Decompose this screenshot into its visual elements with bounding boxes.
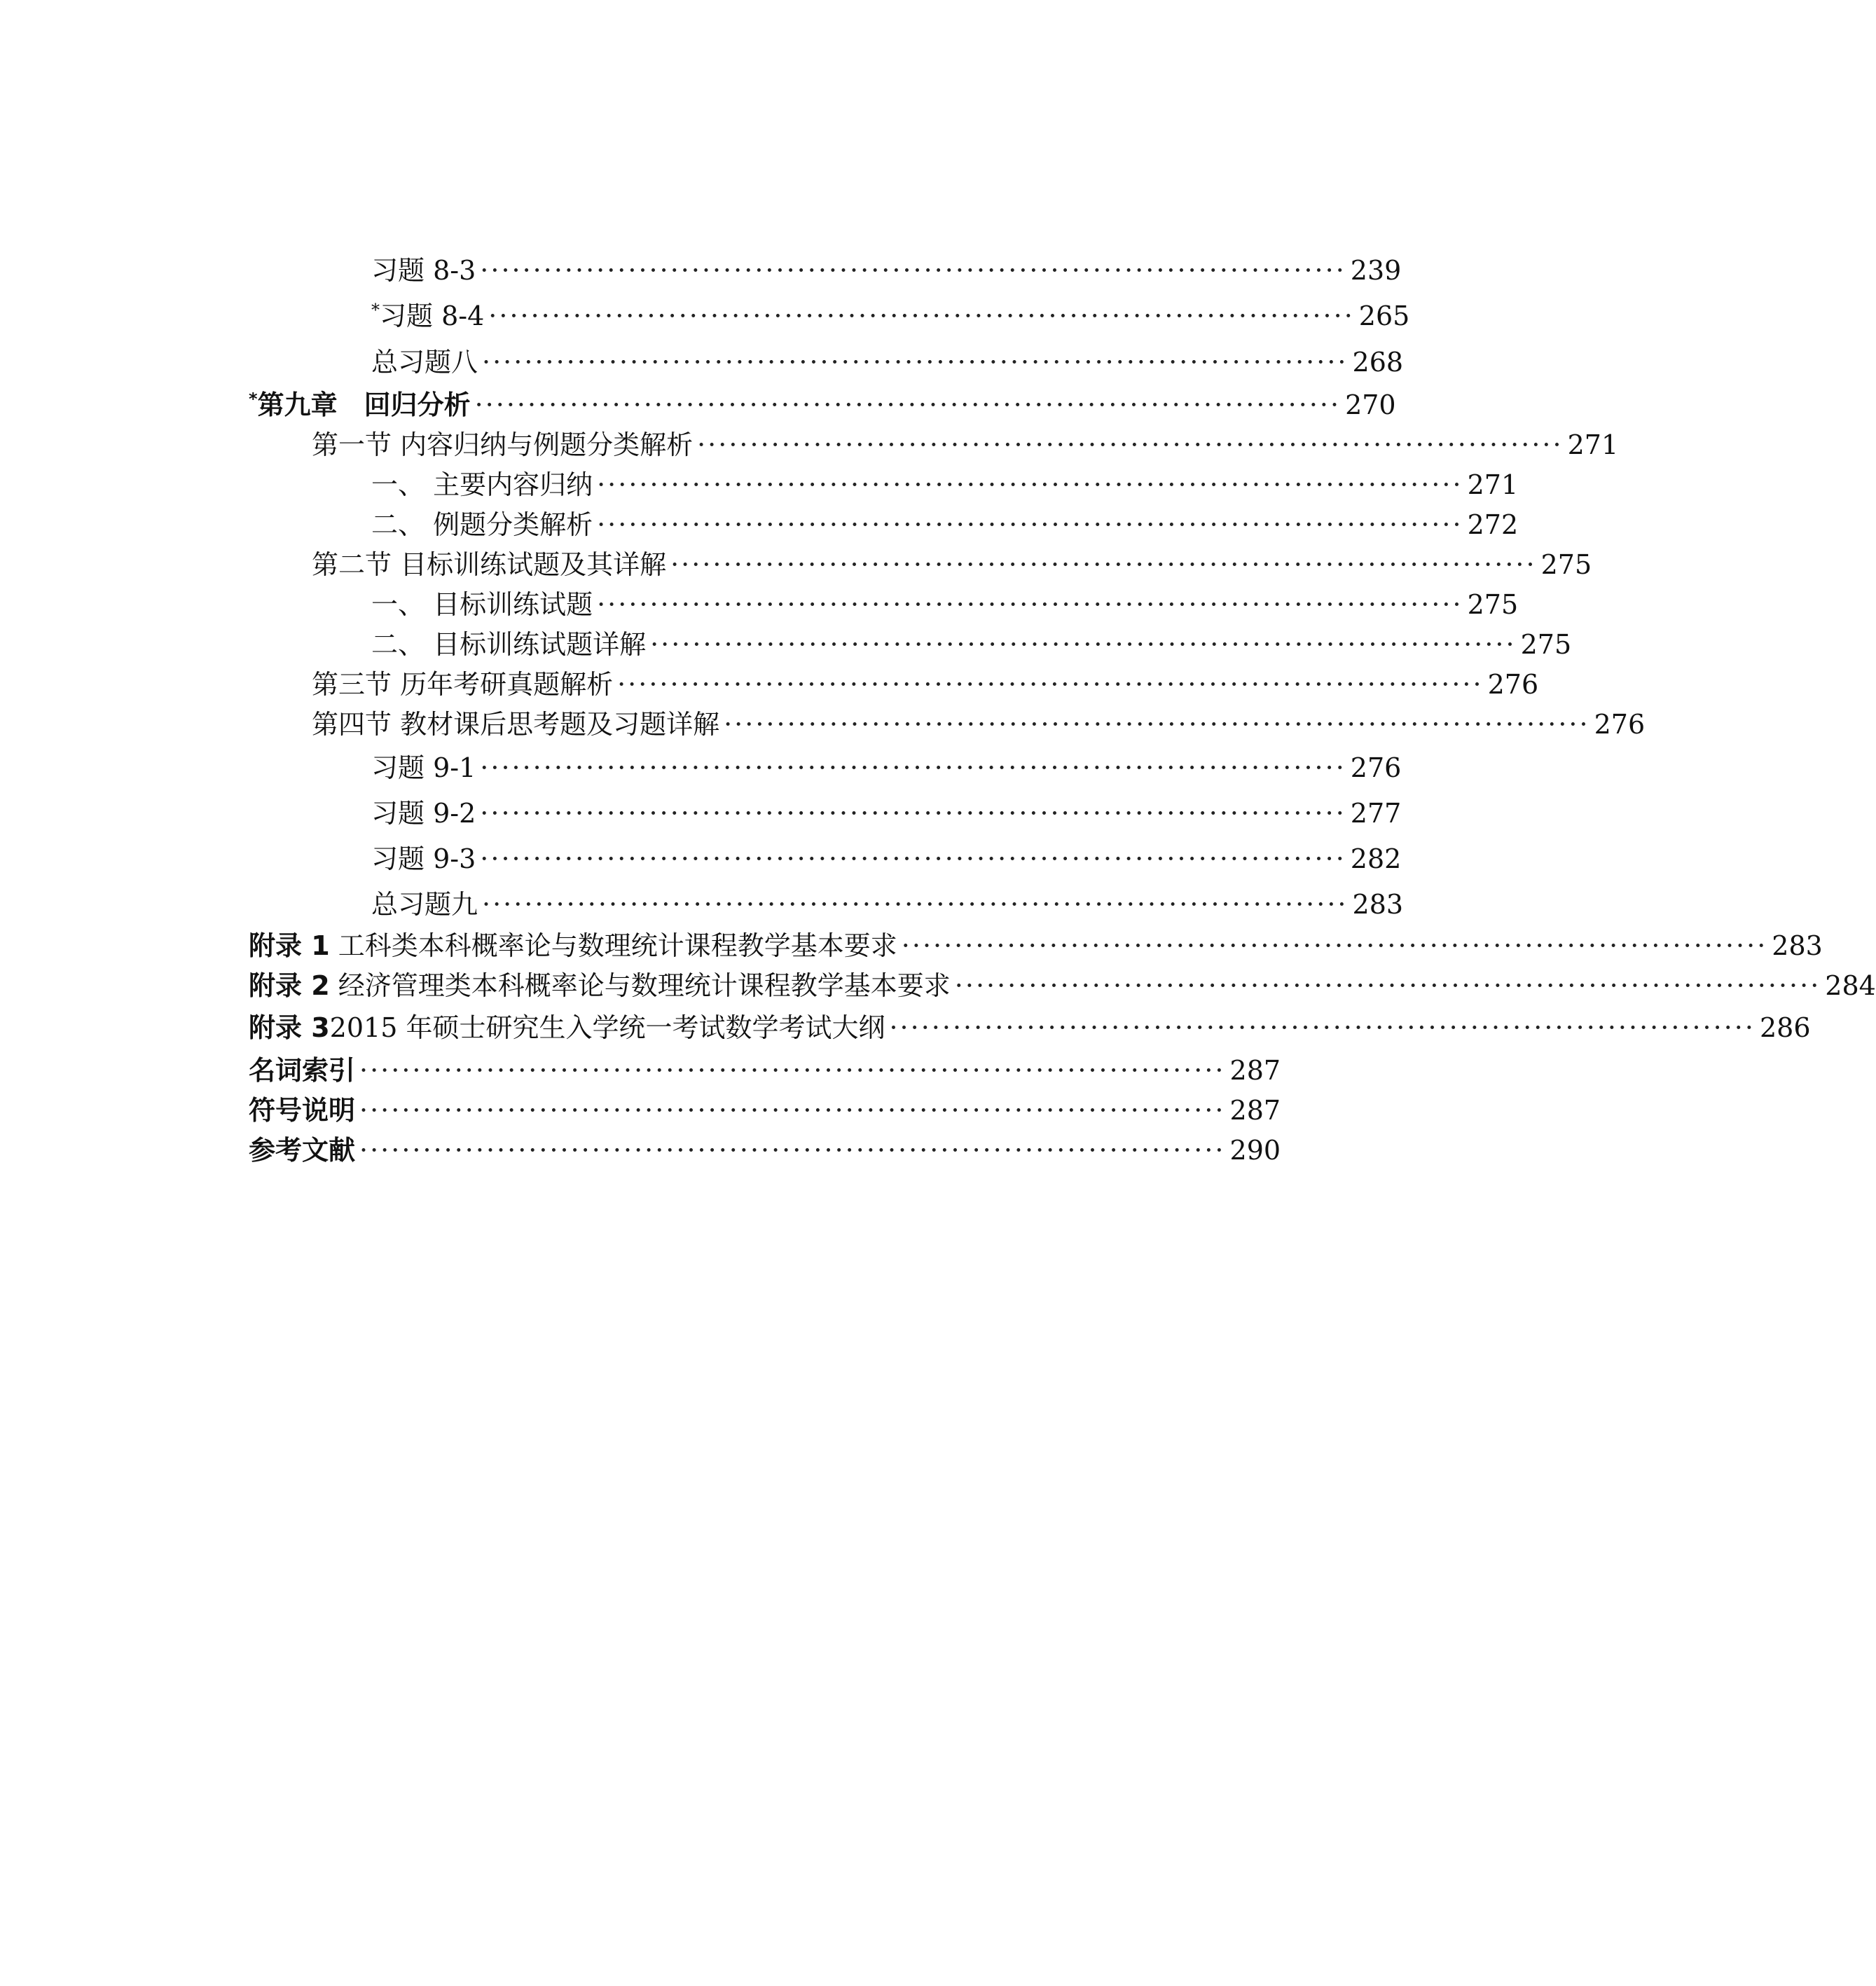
toc-entry-exercise-8-4[interactable] [371, 296, 1410, 336]
toc-entry-label: 习题 9-1 [371, 752, 476, 783]
toc-entry-label: 二、 例题分类解析 [371, 509, 593, 540]
toc-entry-label [249, 1008, 885, 1047]
dot-leader: ·················································································· [482, 889, 1349, 920]
toc-entry-page: 276 [1487, 669, 1539, 700]
toc-entry-appendix-3[interactable] [249, 1008, 1811, 1047]
toc-entry-training-solutions[interactable] [371, 625, 1572, 664]
toc-entry-appendix-1[interactable] [249, 926, 1823, 965]
toc-entry-page: 275 [1520, 629, 1572, 660]
toc-entry-section-1[interactable] [312, 425, 1619, 464]
dot-leader: ·················································································· [474, 389, 1342, 420]
toc-entry-label: 总习题八 [371, 347, 478, 378]
toc-entry-label: 习题 9-3 [371, 843, 476, 874]
dot-leader: ·················································································· [359, 1135, 1226, 1166]
toc-entry-page: 277 [1350, 798, 1402, 829]
dot-leader: ·················································································· [697, 429, 1564, 460]
toc-entry-label: 习题 9-2 [371, 798, 476, 829]
toc-entry-page: 271 [1567, 429, 1619, 460]
dot-leader: ·················································································· [597, 509, 1463, 540]
toc-entry-page: 287 [1229, 1095, 1281, 1126]
toc-entry-page: 265 [1358, 301, 1410, 331]
toc-entry-label: *习题 8-4 [371, 300, 485, 331]
toc-entry-page: 276 [1594, 709, 1646, 740]
appendix-title: 2015 年硕士研究生入学统一考试数学考试大纲 [329, 1012, 885, 1043]
toc-entry-label: 总习题九 [371, 889, 478, 920]
toc-entry-glossary-index[interactable] [249, 1051, 1281, 1090]
dot-leader: ·················································································· [650, 629, 1517, 660]
dot-leader: ·················································································· [359, 1095, 1226, 1126]
toc-entry-page: 271 [1467, 469, 1519, 500]
toc-entry-exercise-8-3[interactable] [371, 251, 1402, 290]
asterisk-marker: * [249, 389, 258, 409]
toc-entry-exercise-9-1[interactable] [371, 748, 1402, 787]
dot-leader: ·················································································· [359, 1055, 1226, 1086]
toc-entry-chapter-9[interactable] [249, 385, 1396, 425]
toc-entry-label [249, 926, 897, 965]
toc-entry-label: 一、 目标训练试题 [371, 589, 593, 620]
toc-entry-exercise-9-2[interactable] [371, 794, 1402, 833]
toc-entry-training-questions[interactable] [371, 585, 1519, 624]
appendix-title: 工科类本科概率论与数理统计课程教学基本要求 [338, 930, 897, 961]
dot-leader: ·················································································· [617, 669, 1484, 700]
dot-leader: ·················································································· [889, 1012, 1756, 1043]
toc-entry-page: 282 [1350, 843, 1402, 874]
dot-leader: ·················································································· [480, 843, 1346, 874]
dot-leader: ·················································································· [480, 255, 1346, 286]
toc-entry-section-2[interactable] [312, 545, 1592, 584]
toc-entry-section-3[interactable] [312, 665, 1539, 704]
toc-entry-label [249, 966, 951, 1005]
toc-entry-page: 275 [1467, 589, 1519, 620]
asterisk-marker: * [371, 300, 380, 320]
toc-entry-label: 第三节 历年考研真题解析 [312, 669, 614, 700]
dot-leader: ·················································································· [724, 709, 1590, 740]
toc-entry-page: 283 [1772, 930, 1823, 961]
toc-entry-label: 参考文献 [249, 1135, 356, 1166]
toc-entry-page: 287 [1229, 1055, 1281, 1086]
toc-entry-label: 二、 目标训练试题详解 [371, 629, 647, 660]
toc-entry-page: 284 [1825, 970, 1876, 1001]
dot-leader: ·················································································· [670, 549, 1537, 580]
dot-leader: ·················································································· [597, 469, 1463, 500]
toc-entry-label: 第四节 教材课后思考题及习题详解 [312, 709, 720, 740]
toc-entry-label: 名词索引 [249, 1055, 356, 1086]
toc-entry-label: 一、 主要内容归纳 [371, 469, 593, 500]
toc-entry-page: 286 [1759, 1012, 1811, 1043]
toc-entry-label: 第一节 内容归纳与例题分类解析 [312, 429, 694, 460]
toc-entry-main-content[interactable] [371, 465, 1519, 504]
toc-entry-symbol-notes[interactable] [249, 1091, 1281, 1130]
dot-leader: ·················································································· [901, 930, 1768, 961]
dot-leader: ·················································································· [480, 798, 1346, 829]
toc-entry-label: 第二节 目标训练试题及其详解 [312, 549, 667, 580]
toc-entry-page: 239 [1350, 255, 1402, 286]
toc-entry-page: 290 [1229, 1135, 1281, 1166]
dot-leader: ·················································································· [597, 589, 1463, 620]
appendix-tag: 附录 2 [249, 970, 330, 1001]
toc-entry-page: 276 [1350, 752, 1402, 783]
appendix-tag: 附录 3 [249, 1012, 330, 1043]
toc-entry-label: 符号说明 [249, 1095, 356, 1126]
toc-entry-page: 283 [1352, 889, 1404, 920]
dot-leader: ·················································································· [480, 752, 1346, 783]
toc-entry-section-4[interactable] [312, 705, 1646, 744]
toc-entry-page: 270 [1345, 389, 1396, 420]
toc-entry-summary-exercises-9[interactable] [371, 885, 1404, 924]
toc-entry-page: 268 [1352, 347, 1404, 378]
toc-entry-references[interactable] [249, 1131, 1281, 1170]
dot-leader: ·················································································· [954, 970, 1821, 1001]
toc-entry-page: 275 [1540, 549, 1592, 580]
toc-entry-label: 习题 8-3 [371, 255, 476, 286]
toc-entry-label: *第九章 回归分析 [249, 389, 471, 420]
toc-entry-example-analysis[interactable] [371, 505, 1519, 544]
dot-leader: ·················································································· [488, 301, 1355, 331]
toc-entry-appendix-2[interactable] [249, 966, 1876, 1005]
toc-entry-page: 272 [1467, 509, 1519, 540]
toc-entry-summary-exercises-8[interactable] [371, 343, 1404, 382]
appendix-title: 经济管理类本科概率论与数理统计课程教学基本要求 [338, 970, 951, 1001]
toc-entry-exercise-9-3[interactable] [371, 839, 1402, 878]
appendix-tag: 附录 1 [249, 930, 330, 961]
dot-leader: ·················································································· [482, 347, 1349, 378]
